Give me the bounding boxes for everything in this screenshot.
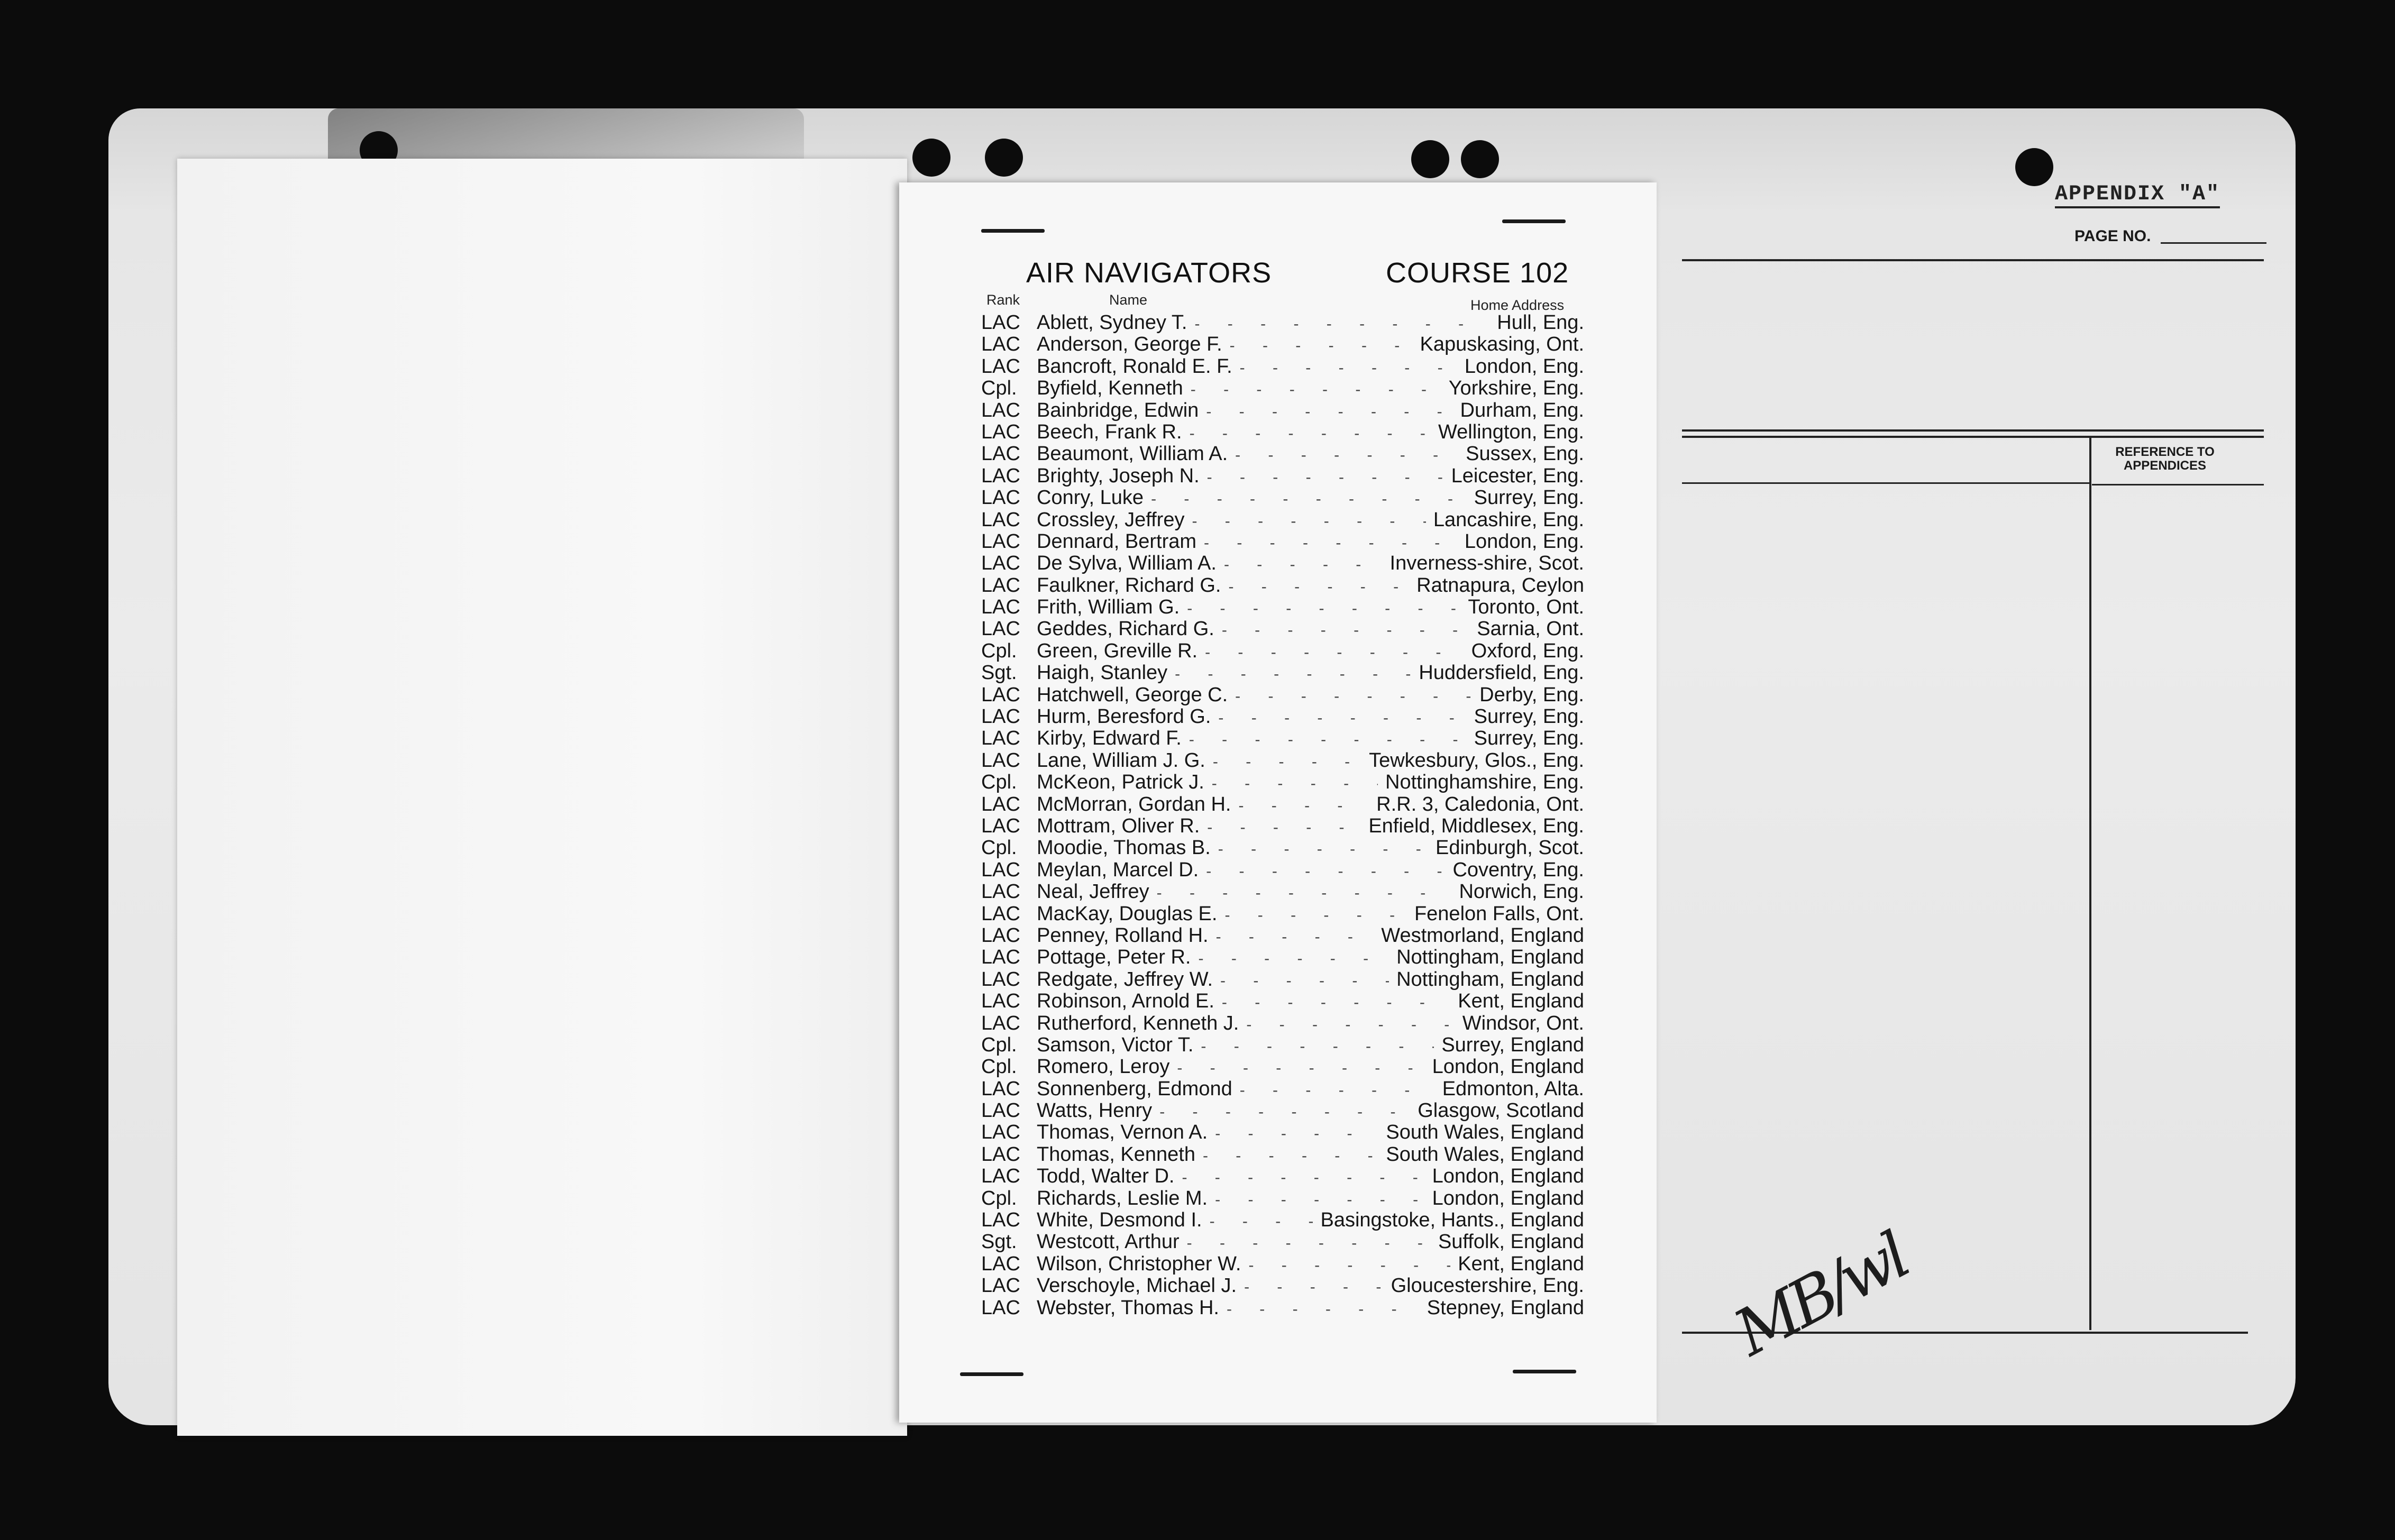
rank-cell: LAC bbox=[981, 793, 1020, 815]
leader-dashes bbox=[1207, 817, 1361, 838]
address-cell: Nottingham, England bbox=[1396, 946, 1584, 969]
leader-dashes bbox=[1224, 904, 1407, 926]
roster-row bbox=[981, 859, 1584, 881]
name-cell: Thomas, Kenneth bbox=[1037, 1143, 1195, 1166]
roster-row bbox=[981, 443, 1584, 465]
rank-cell: LAC bbox=[981, 552, 1020, 575]
rank-cell: LAC bbox=[981, 618, 1020, 640]
address-cell: Kapuskasing, Ont. bbox=[1420, 333, 1584, 356]
name-cell: Rutherford, Kenneth J. bbox=[1037, 1012, 1239, 1034]
address-cell: Windsor, Ont. bbox=[1462, 1012, 1584, 1034]
roster-row bbox=[981, 575, 1584, 597]
leader-dashes bbox=[1190, 423, 1431, 444]
roster-row bbox=[981, 925, 1584, 947]
address-cell: Edinburgh, Scot. bbox=[1436, 837, 1584, 859]
rank-cell: LAC bbox=[981, 881, 1020, 903]
leader-dashes bbox=[1201, 1035, 1434, 1057]
name-cell: McKeon, Patrick J. bbox=[1037, 771, 1204, 794]
address-cell: London, England bbox=[1432, 1187, 1584, 1209]
leader-dashes bbox=[1151, 488, 1467, 510]
roster-row bbox=[981, 421, 1584, 443]
address-cell: Gloucestershire, Eng. bbox=[1391, 1275, 1584, 1297]
leader-dashes bbox=[1246, 1014, 1455, 1035]
roster-row bbox=[981, 1231, 1584, 1253]
leader-dashes bbox=[1175, 663, 1411, 685]
rank-cell: LAC bbox=[981, 749, 1020, 772]
rank-cell: LAC bbox=[981, 487, 1020, 509]
rank-cell: Cpl. bbox=[981, 837, 1017, 859]
rank-cell: Cpl. bbox=[981, 1187, 1017, 1209]
rank-cell: LAC bbox=[981, 1077, 1020, 1100]
address-cell: Surrey, England bbox=[1441, 1033, 1584, 1056]
roster-row bbox=[981, 947, 1584, 968]
name-cell: Penney, Rolland H. bbox=[1037, 924, 1209, 947]
roster-row bbox=[981, 1166, 1584, 1187]
roster-row bbox=[981, 1188, 1584, 1209]
leader-dashes bbox=[1224, 554, 1383, 575]
name-cell: Frith, William G. bbox=[1037, 596, 1180, 619]
name-cell: Bainbridge, Edwin bbox=[1037, 399, 1199, 421]
name-cell: McMorran, Gordan H. bbox=[1037, 793, 1231, 815]
roster-row bbox=[981, 487, 1584, 509]
rank-cell: LAC bbox=[981, 705, 1020, 728]
rank-cell: LAC bbox=[981, 1121, 1020, 1144]
roster-row bbox=[981, 553, 1584, 574]
leader-dashes bbox=[1194, 313, 1489, 335]
leader-dashes bbox=[1205, 641, 1464, 663]
roster-row bbox=[981, 356, 1584, 378]
form-rule-double-2 bbox=[1682, 436, 2264, 438]
roster-row bbox=[981, 991, 1584, 1012]
rank-cell: LAC bbox=[981, 1275, 1020, 1297]
roster-row bbox=[981, 662, 1584, 684]
rank-cell: LAC bbox=[981, 1296, 1020, 1319]
rank-cell: Sgt. bbox=[981, 662, 1017, 684]
address-cell: Oxford, Eng. bbox=[1471, 639, 1584, 662]
leader-dashes bbox=[1240, 357, 1457, 379]
address-cell: Yorkshire, Eng. bbox=[1448, 377, 1584, 400]
column-header-address: Home Address bbox=[1470, 297, 1565, 313]
rank-cell: LAC bbox=[981, 1209, 1020, 1232]
leader-dashes bbox=[1228, 576, 1409, 598]
leader-dashes bbox=[1212, 773, 1378, 794]
roster-row bbox=[981, 815, 1584, 837]
rank-cell: LAC bbox=[981, 443, 1020, 465]
list-title: AIR NAVIGATORS bbox=[1026, 257, 1272, 289]
roster-row bbox=[981, 1122, 1584, 1143]
leader-dashes bbox=[1182, 1167, 1424, 1188]
roster-row bbox=[981, 969, 1584, 991]
leader-dashes bbox=[1238, 795, 1369, 817]
rank-cell: LAC bbox=[981, 727, 1020, 750]
address-cell: Surrey, Eng. bbox=[1474, 727, 1584, 750]
name-cell: Anderson, George F. bbox=[1037, 333, 1222, 356]
address-cell: Sarnia, Ont. bbox=[1477, 618, 1584, 640]
address-cell: Leicester, Eng. bbox=[1451, 464, 1584, 487]
roster-row bbox=[981, 772, 1584, 793]
page-no-line bbox=[2161, 242, 2266, 244]
name-cell: Samson, Victor T. bbox=[1037, 1033, 1194, 1056]
name-cell: Bancroft, Ronald E. F. bbox=[1037, 355, 1232, 378]
rank-cell: LAC bbox=[981, 946, 1020, 969]
roster-row bbox=[981, 837, 1584, 859]
address-cell: Suffolk, England bbox=[1438, 1231, 1584, 1253]
handwritten-signature: MB/wl bbox=[1723, 1220, 1918, 1371]
punch-hole bbox=[2015, 148, 2053, 186]
leader-dashes bbox=[1218, 707, 1466, 729]
roster-row bbox=[981, 881, 1584, 903]
address-cell: London, England bbox=[1432, 1165, 1584, 1188]
form-ref-underline bbox=[2092, 484, 2264, 485]
name-cell: Hatchwell, George C. bbox=[1037, 683, 1228, 706]
reference-label-line1: REFERENCE TO bbox=[2115, 445, 2215, 459]
column-header-rank: Rank bbox=[986, 292, 1020, 308]
address-cell: Coventry, Eng. bbox=[1452, 858, 1584, 881]
leader-dashes bbox=[1216, 926, 1374, 948]
reference-label-line2: APPENDICES bbox=[2123, 459, 2207, 473]
rank-cell: LAC bbox=[981, 924, 1020, 947]
leader-dashes bbox=[1215, 1123, 1378, 1144]
leader-dashes bbox=[1244, 1276, 1384, 1298]
address-cell: Nottingham, England bbox=[1396, 968, 1584, 991]
leader-dashes bbox=[1215, 1189, 1425, 1211]
address-cell: Toronto, Ont. bbox=[1468, 596, 1584, 619]
leader-dashes bbox=[1218, 838, 1428, 860]
address-cell: Durham, Eng. bbox=[1460, 399, 1584, 421]
name-cell: Neal, Jeffrey bbox=[1037, 881, 1149, 903]
roster-row bbox=[981, 794, 1584, 815]
roster-row bbox=[981, 1209, 1584, 1231]
name-cell: Geddes, Richard G. bbox=[1037, 618, 1214, 640]
rank-cell: LAC bbox=[981, 1252, 1020, 1275]
roster-row bbox=[981, 312, 1584, 334]
rank-cell: LAC bbox=[981, 1143, 1020, 1166]
form-rule-top bbox=[1682, 259, 2264, 261]
staple-bottom-left bbox=[960, 1372, 1023, 1376]
roster-row bbox=[981, 618, 1584, 640]
name-cell: Conry, Luke bbox=[1037, 487, 1144, 509]
name-cell: Lane, William J. G. bbox=[1037, 749, 1205, 772]
roster-row bbox=[981, 1100, 1584, 1122]
name-cell: Dennard, Bertram bbox=[1037, 530, 1197, 553]
roster-row bbox=[981, 378, 1584, 399]
address-cell: Edmonton, Alta. bbox=[1442, 1077, 1584, 1100]
page-no-label: PAGE NO. bbox=[2074, 227, 2151, 245]
name-cell: Beaumont, William A. bbox=[1037, 443, 1228, 465]
address-cell: Westmorland, England bbox=[1381, 924, 1584, 947]
roster-row bbox=[981, 1078, 1584, 1100]
address-cell: Hull, Eng. bbox=[1497, 311, 1584, 334]
leader-dashes bbox=[1203, 1145, 1378, 1167]
rank-cell: LAC bbox=[981, 399, 1020, 421]
address-cell: Norwich, Eng. bbox=[1459, 881, 1584, 903]
staple-top-right bbox=[1502, 219, 1566, 223]
staple-top-left bbox=[981, 229, 1045, 233]
roster-row bbox=[981, 465, 1584, 487]
address-cell: Nottinghamshire, Eng. bbox=[1385, 771, 1584, 794]
roster-row bbox=[981, 706, 1584, 728]
address-cell: Lancashire, Eng. bbox=[1433, 508, 1584, 531]
address-cell: Glasgow, Scotland bbox=[1418, 1099, 1584, 1122]
address-cell: South Wales, England bbox=[1386, 1143, 1584, 1166]
name-cell: Faulkner, Richard G. bbox=[1037, 574, 1221, 597]
leader-dashes bbox=[1206, 860, 1445, 882]
course-list-page bbox=[899, 182, 1657, 1423]
rank-cell: LAC bbox=[981, 990, 1020, 1013]
name-cell: Sonnenberg, Edmond bbox=[1037, 1077, 1232, 1100]
address-cell: London, Eng. bbox=[1464, 355, 1584, 378]
name-cell: Wilson, Christopher W. bbox=[1037, 1252, 1241, 1275]
address-cell: R.R. 3, Caledonia, Ont. bbox=[1376, 793, 1584, 815]
leader-dashes bbox=[1204, 532, 1457, 554]
roster-row bbox=[981, 750, 1584, 772]
form-column-divider bbox=[2089, 436, 2091, 1330]
name-cell: Moodie, Thomas B. bbox=[1037, 837, 1211, 859]
form-rule-column-top bbox=[1682, 482, 2090, 484]
rank-cell: Cpl. bbox=[981, 1056, 1017, 1078]
rank-cell: LAC bbox=[981, 420, 1020, 443]
rank-cell: LAC bbox=[981, 508, 1020, 531]
leader-dashes bbox=[1206, 401, 1452, 423]
rank-cell: LAC bbox=[981, 333, 1020, 356]
leader-dashes bbox=[1177, 1057, 1424, 1079]
address-cell: Fenelon Falls, Ont. bbox=[1414, 902, 1584, 925]
leader-dashes bbox=[1230, 335, 1413, 356]
rank-cell: LAC bbox=[981, 968, 1020, 991]
address-cell: Surrey, Eng. bbox=[1474, 487, 1584, 509]
roster-row bbox=[981, 1144, 1584, 1166]
rank-cell: Sgt. bbox=[981, 1231, 1017, 1253]
rank-cell: LAC bbox=[981, 355, 1020, 378]
name-cell: Richards, Leslie M. bbox=[1037, 1187, 1208, 1209]
leader-dashes bbox=[1210, 1211, 1313, 1232]
name-cell: MacKay, Douglas E. bbox=[1037, 902, 1218, 925]
name-cell: Todd, Walter D. bbox=[1037, 1165, 1175, 1188]
leader-dashes bbox=[1235, 685, 1472, 707]
name-cell: Green, Greville R. bbox=[1037, 639, 1198, 662]
leader-dashes bbox=[1192, 510, 1425, 532]
name-cell: Hurm, Beresford G. bbox=[1037, 705, 1211, 728]
name-cell: White, Desmond I. bbox=[1037, 1209, 1202, 1232]
address-cell: Basingstoke, Hants., England bbox=[1320, 1209, 1584, 1232]
rank-cell: Cpl. bbox=[981, 771, 1017, 794]
roster-row bbox=[981, 903, 1584, 925]
rank-cell: LAC bbox=[981, 1012, 1020, 1034]
name-cell: Westcott, Arthur bbox=[1037, 1231, 1180, 1253]
leader-dashes bbox=[1227, 1298, 1420, 1320]
roster-row bbox=[981, 1253, 1584, 1275]
roster-row bbox=[981, 1297, 1584, 1319]
name-cell: De Sylva, William A. bbox=[1037, 552, 1217, 575]
leader-dashes bbox=[1220, 970, 1389, 992]
leader-dashes bbox=[1159, 1101, 1410, 1123]
address-cell: South Wales, England bbox=[1386, 1121, 1584, 1144]
address-cell: Tewkesbury, Glos., Eng. bbox=[1369, 749, 1584, 772]
name-cell: Crossley, Jeffrey bbox=[1037, 508, 1185, 531]
appendix-label: APPENDIX "A" bbox=[2055, 182, 2220, 208]
blank-left-page bbox=[177, 159, 907, 1436]
roster-row bbox=[981, 684, 1584, 706]
address-cell: Stepney, England bbox=[1427, 1296, 1584, 1319]
rank-cell: LAC bbox=[981, 1099, 1020, 1122]
name-cell: Watts, Henry bbox=[1037, 1099, 1153, 1122]
rank-cell: LAC bbox=[981, 530, 1020, 553]
rank-cell: LAC bbox=[981, 464, 1020, 487]
punch-hole bbox=[1411, 140, 1449, 178]
name-cell: Robinson, Arnold E. bbox=[1037, 990, 1214, 1013]
leader-dashes bbox=[1235, 444, 1458, 466]
leader-dashes bbox=[1157, 882, 1452, 904]
rank-cell: Cpl. bbox=[981, 1033, 1017, 1056]
rank-cell: Cpl. bbox=[981, 377, 1017, 400]
leader-dashes bbox=[1187, 1232, 1431, 1254]
leader-dashes bbox=[1240, 1079, 1435, 1101]
rank-cell: LAC bbox=[981, 902, 1020, 925]
roster-row bbox=[981, 1013, 1584, 1034]
roster-row bbox=[981, 1034, 1584, 1056]
address-cell: Huddersfield, Eng. bbox=[1419, 662, 1584, 684]
leader-dashes bbox=[1187, 598, 1460, 619]
address-cell: Derby, Eng. bbox=[1479, 683, 1584, 706]
roster-row bbox=[981, 1275, 1584, 1297]
address-cell: London, England bbox=[1432, 1056, 1584, 1078]
rank-cell: LAC bbox=[981, 814, 1020, 837]
name-cell: Redgate, Jeffrey W. bbox=[1037, 968, 1213, 991]
rank-cell: LAC bbox=[981, 683, 1020, 706]
staple-bottom-right bbox=[1513, 1370, 1576, 1373]
rank-cell: LAC bbox=[981, 574, 1020, 597]
leader-dashes bbox=[1189, 729, 1467, 750]
name-cell: Webster, Thomas H. bbox=[1037, 1296, 1219, 1319]
column-header-name: Name bbox=[1109, 292, 1148, 308]
roster-row bbox=[981, 400, 1584, 421]
address-cell: Wellington, Eng. bbox=[1438, 420, 1584, 443]
rank-cell: LAC bbox=[981, 596, 1020, 619]
rank-cell: Cpl. bbox=[981, 639, 1017, 662]
address-cell: Surrey, Eng. bbox=[1474, 705, 1584, 728]
leader-dashes bbox=[1199, 948, 1390, 969]
name-cell: Beech, Frank R. bbox=[1037, 420, 1182, 443]
roster-row bbox=[981, 728, 1584, 749]
roster-row bbox=[981, 531, 1584, 553]
address-cell: Inverness-shire, Scot. bbox=[1390, 552, 1584, 575]
name-cell: Meylan, Marcel D. bbox=[1037, 858, 1199, 881]
roster-row bbox=[981, 640, 1584, 662]
name-cell: Mottram, Oliver R. bbox=[1037, 814, 1200, 837]
name-cell: Romero, Leroy bbox=[1037, 1056, 1170, 1078]
roster-list bbox=[981, 312, 1584, 1319]
name-cell: Pottage, Peter R. bbox=[1037, 946, 1191, 969]
leader-dashes bbox=[1222, 992, 1450, 1013]
rank-cell: LAC bbox=[981, 858, 1020, 881]
name-cell: Thomas, Vernon A. bbox=[1037, 1121, 1208, 1144]
punch-hole bbox=[1461, 140, 1499, 178]
address-cell: Sussex, Eng. bbox=[1466, 443, 1584, 465]
address-cell: Kent, England bbox=[1458, 990, 1584, 1013]
roster-row bbox=[981, 597, 1584, 618]
name-cell: Byfield, Kenneth bbox=[1037, 377, 1183, 400]
rank-cell: LAC bbox=[981, 311, 1020, 334]
rank-cell: LAC bbox=[981, 1165, 1020, 1188]
address-cell: Ratnapura, Ceylon bbox=[1416, 574, 1584, 597]
address-cell: Enfield, Middlesex, Eng. bbox=[1368, 814, 1584, 837]
leader-dashes bbox=[1248, 1254, 1450, 1276]
name-cell: Haigh, Stanley bbox=[1037, 662, 1168, 684]
name-cell: Kirby, Edward F. bbox=[1037, 727, 1182, 750]
punch-hole bbox=[985, 139, 1023, 177]
leader-dashes bbox=[1191, 379, 1441, 400]
form-rule-double-1 bbox=[1682, 429, 2264, 432]
name-cell: Brighty, Joseph N. bbox=[1037, 464, 1200, 487]
leader-dashes bbox=[1222, 619, 1469, 641]
roster-row bbox=[981, 1056, 1584, 1078]
reference-to-appendices-label bbox=[2094, 445, 2236, 473]
punch-hole bbox=[912, 139, 950, 177]
name-cell: Ablett, Sydney T. bbox=[1037, 311, 1187, 334]
roster-row bbox=[981, 509, 1584, 531]
leader-dashes bbox=[1207, 466, 1444, 488]
address-cell: Kent, England bbox=[1458, 1252, 1584, 1275]
course-number: COURSE 102 bbox=[1386, 257, 1569, 289]
name-cell: Verschoyle, Michael J. bbox=[1037, 1275, 1237, 1297]
roster-row bbox=[981, 334, 1584, 355]
address-cell: London, Eng. bbox=[1464, 530, 1584, 553]
leader-dashes bbox=[1213, 751, 1361, 773]
